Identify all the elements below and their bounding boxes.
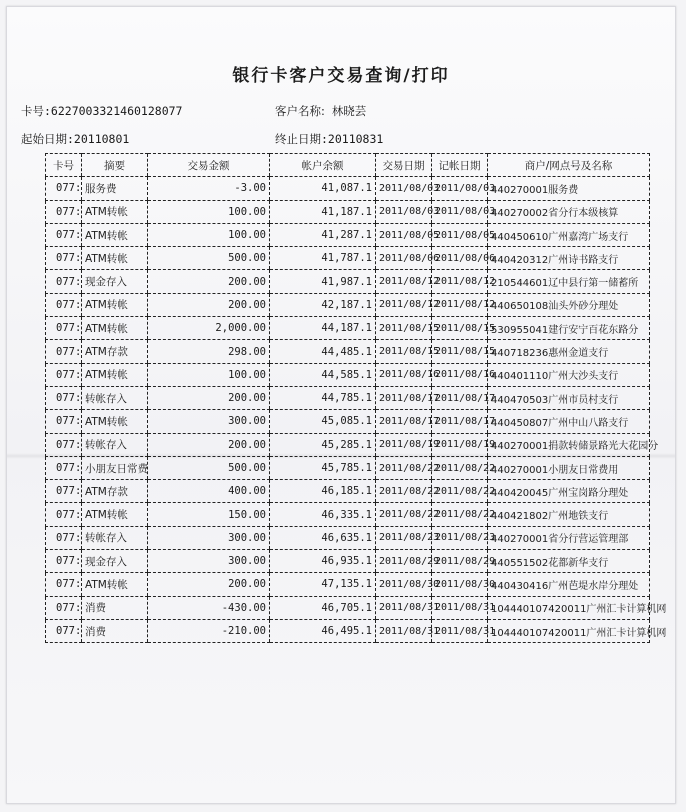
cell-amount: 400.00 [148,480,270,503]
cell-merchant: 440270001小朋友日常费用 [488,456,650,479]
cell-transaction-date: 2011/08/03 [376,200,432,223]
cell-card-no: 077: [46,480,82,503]
cell-transaction-date: 2011/08/31 [376,619,432,642]
cell-card-no: 077: [46,317,82,340]
cell-summary: ATM转帐 [82,247,148,270]
cell-amount: 300.00 [148,550,270,573]
cell-summary: 小朋友日常费 [82,456,148,479]
cell-posting-date: 2011/08/15 [432,317,488,340]
table-row [46,363,650,386]
cell-merchant: 440470503广州市员村支行 [488,386,650,409]
cell-balance: 45,785.1 [270,456,376,479]
cell-posting-date: 2011/08/17 [432,386,488,409]
cell-amount: 2,000.00 [148,317,270,340]
cell-transaction-date: 2011/08/19 [376,433,432,456]
cell-balance: 46,335.1 [270,503,376,526]
cell-balance: 45,285.1 [270,433,376,456]
cell-card-no: 077: [46,526,82,549]
end-date: 终止日期:20110831 [275,132,384,146]
printed-statement-page [6,6,676,804]
cell-card-no: 077: [46,200,82,223]
cell-posting-date: 2011/08/15 [432,340,488,363]
cell-balance: 45,085.1 [270,410,376,433]
customer-name-value: 林晓芸 [331,104,367,118]
table-row [46,433,650,456]
cell-summary: 转帐存入 [82,526,148,549]
cell-balance: 46,705.1 [270,596,376,619]
cell-card-no: 077: [46,270,82,293]
cell-posting-date: 2011/08/19 [432,433,488,456]
table-row [46,200,650,223]
customer-name-label: 客户名称: [275,104,325,118]
cell-card-no: 077: [46,503,82,526]
cell-merchant: 440650108汕头外砂分理处 [488,293,650,316]
cell-merchant: 440401110广州大沙头支行 [488,363,650,386]
cell-card-no: 077: [46,386,82,409]
table-row [46,456,650,479]
cell-posting-date: 2011/08/12 [432,270,488,293]
cell-merchant: 440270002省分行本级核算 [488,200,650,223]
cell-summary: 服务费 [82,177,148,200]
cell-balance: 47,135.1 [270,573,376,596]
table-row [46,410,650,433]
header-transaction-date: 交易日期 [376,154,432,177]
cell-summary: ATM转帐 [82,223,148,246]
cell-balance: 41,987.1 [270,270,376,293]
cell-transaction-date: 2011/08/23 [376,526,432,549]
cell-card-no: 077: [46,363,82,386]
cell-card-no: 077: [46,619,82,642]
cell-card-no: 077: [46,596,82,619]
cell-posting-date: 2011/08/17 [432,410,488,433]
cell-posting-date: 2011/08/03 [432,177,488,200]
cell-card-no: 077: [46,223,82,246]
cell-posting-date: 2011/08/05 [432,223,488,246]
cell-posting-date: 2011/08/16 [432,363,488,386]
cell-summary: ATM存款 [82,480,148,503]
table-row [46,293,650,316]
cell-merchant: 440430416广州芭堤水岸分理处 [488,573,650,596]
header-amount: 交易金额 [148,154,270,177]
cell-transaction-date: 2011/08/17 [376,386,432,409]
cell-transaction-date: 2011/08/06 [376,247,432,270]
table-row [46,503,650,526]
cell-amount: 300.00 [148,526,270,549]
cell-transaction-date: 2011/08/31 [376,596,432,619]
cell-amount: -210.00 [148,619,270,642]
cell-card-no: 077: [46,456,82,479]
cell-summary: ATM转帐 [82,293,148,316]
cell-merchant: 440450807广州中山八路支行 [488,410,650,433]
table-row [46,526,650,549]
cell-summary: 消费 [82,596,148,619]
cell-card-no: 077: [46,550,82,573]
cell-posting-date: 2011/08/30 [432,573,488,596]
table-row [46,270,650,293]
cell-amount: 200.00 [148,433,270,456]
cell-balance: 44,485.1 [270,340,376,363]
cell-balance: 41,287.1 [270,223,376,246]
table-row [46,619,650,642]
cell-merchant: 440270001服务费 [488,177,650,200]
table-header-row [46,154,650,177]
cell-balance: 44,187.1 [270,317,376,340]
cell-merchant: 440270001捐款转储景路光大花园分 [488,433,650,456]
cell-transaction-date: 2011/08/22 [376,503,432,526]
cell-merchant: 440551502花都新华支行 [488,550,650,573]
cell-summary: ATM转帐 [82,317,148,340]
cell-amount: 200.00 [148,573,270,596]
cell-balance: 42,187.1 [270,293,376,316]
cell-posting-date: 2011/08/12 [432,293,488,316]
cell-transaction-date: 2011/08/15 [376,317,432,340]
cell-amount: 200.00 [148,293,270,316]
cell-summary: 转帐存入 [82,433,148,456]
table-row [46,340,650,363]
table-row [46,386,650,409]
cell-summary: 现金存入 [82,270,148,293]
cell-balance: 46,935.1 [270,550,376,573]
header-posting-date: 记帐日期 [432,154,488,177]
transaction-table [45,153,667,643]
cell-amount: 300.00 [148,410,270,433]
cell-transaction-date: 2011/08/03 [376,177,432,200]
cell-posting-date: 2011/08/31 [432,619,488,642]
cell-amount: 100.00 [148,363,270,386]
cell-summary: ATM转帐 [82,200,148,223]
cell-card-no: 077: [46,293,82,316]
cell-balance: 46,635.1 [270,526,376,549]
cell-merchant: 440421802广州地铁支行 [488,503,650,526]
cell-amount: 298.00 [148,340,270,363]
cell-amount: 200.00 [148,270,270,293]
customer-name-field [275,103,366,119]
cell-amount: -3.00 [148,177,270,200]
header-card-no: 卡号 [46,154,82,177]
cell-transaction-date: 2011/08/29 [376,550,432,573]
cell-card-no: 077: [46,177,82,200]
cell-card-no: 077: [46,247,82,270]
page-title: 银行卡客户交易查询/打印 [232,66,450,86]
cell-posting-date: 2011/08/29 [432,550,488,573]
cell-merchant: 440270001省分行营运管理部 [488,526,650,549]
cell-balance: 44,585.1 [270,363,376,386]
cell-balance: 41,787.1 [270,247,376,270]
cell-summary: 现金存入 [82,550,148,573]
cell-posting-date: 2011/08/22 [432,480,488,503]
cell-card-no: 077: [46,410,82,433]
table-row [46,596,650,619]
cell-amount: 100.00 [148,223,270,246]
cell-summary: ATM转帐 [82,503,148,526]
start-date: 起始日期:20110801 [21,132,130,146]
table-row [46,480,650,503]
cell-merchant: 440420312广州诗书路支行 [488,247,650,270]
cell-amount: 500.00 [148,456,270,479]
cell-amount: -430.00 [148,596,270,619]
cell-card-no: 077: [46,433,82,456]
header-summary: 摘要 [82,154,148,177]
cell-transaction-date: 2011/08/30 [376,573,432,596]
cell-balance: 46,495.1 [270,619,376,642]
cell-transaction-date: 2011/08/16 [376,363,432,386]
cell-balance: 41,087.1 [270,177,376,200]
cell-posting-date: 2011/08/22 [432,503,488,526]
cell-posting-date: 2011/08/23 [432,526,488,549]
header-merchant: 商户/网点号及名称 [488,154,650,177]
cell-summary: 转帐存入 [82,386,148,409]
cell-posting-date: 2011/08/31 [432,596,488,619]
cell-balance: 46,185.1 [270,480,376,503]
cell-amount: 150.00 [148,503,270,526]
cell-merchant: 210544601辽中县行第一储蓄所 [488,270,650,293]
cell-merchant: 530955041建行安宁百花东路分 [488,317,650,340]
cell-summary: ATM转帐 [82,410,148,433]
table-row [46,550,650,573]
cell-balance: 41,187.1 [270,200,376,223]
cell-transaction-date: 2011/08/15 [376,340,432,363]
table-row [46,317,650,340]
card-number: 卡号:6227003321460128077 [21,104,183,118]
cell-transaction-date: 2011/08/22 [376,456,432,479]
cell-summary: ATM转帐 [82,573,148,596]
cell-card-no: 077: [46,573,82,596]
cell-amount: 500.00 [148,247,270,270]
cell-summary: ATM存款 [82,340,148,363]
table-row [46,247,650,270]
table-row [46,223,650,246]
cell-transaction-date: 2011/08/05 [376,223,432,246]
header-balance: 帐户余额 [270,154,376,177]
cell-merchant: 440420045广州宝岗路分理处 [488,480,650,503]
cell-transaction-date: 2011/08/22 [376,480,432,503]
table-row [46,573,650,596]
cell-card-no: 077: [46,340,82,363]
cell-merchant: 440718236惠州金道支行 [488,340,650,363]
cell-transaction-date: 2011/08/12 [376,293,432,316]
cell-summary: ATM转帐 [82,363,148,386]
cell-transaction-date: 2011/08/17 [376,410,432,433]
cell-merchant: 104440107420011广州汇卡计算机网 [488,596,650,619]
cell-amount: 200.00 [148,386,270,409]
cell-amount: 100.00 [148,200,270,223]
cell-transaction-date: 2011/08/12 [376,270,432,293]
cell-posting-date: 2011/08/06 [432,247,488,270]
cell-posting-date: 2011/08/03 [432,200,488,223]
cell-posting-date: 2011/08/22 [432,456,488,479]
table-row [46,177,650,200]
cell-merchant: 104440107420011广州汇卡计算机网 [488,619,650,642]
cell-merchant: 440450610广州嘉湾广场支行 [488,223,650,246]
cell-balance: 44,785.1 [270,386,376,409]
cell-summary: 消费 [82,619,148,642]
